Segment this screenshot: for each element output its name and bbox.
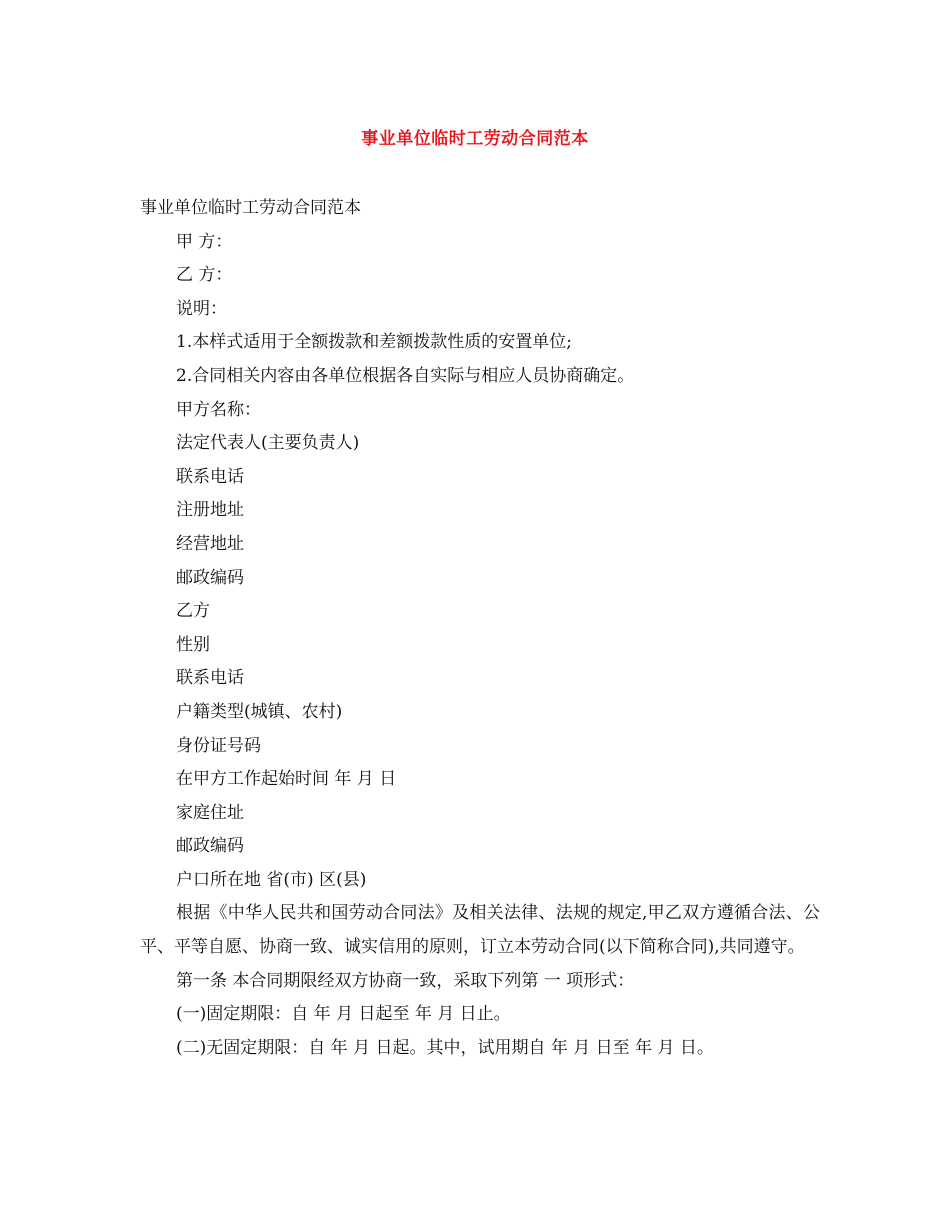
fixed-term-line: (一)固定期限：自 年 月 日起至 年 月 日止。 — [176, 1004, 511, 1025]
body-heading: 事业单位临时工劳动合同范本 — [140, 198, 361, 218]
open-term-line: (二)无固定期限：自 年 月 日起。其中，试用期自 年 月 日至 年 月 日。 — [176, 1037, 714, 1058]
party-b-phone-field: 联系电话 — [176, 668, 244, 689]
article-1-line: 第一条 本合同期限经双方协商一致，采取下列第 一 项形式： — [176, 970, 635, 991]
document-body — [140, 192, 820, 1065]
note-item-2: 2.合同相关内容由各单位根据各自实际与相应人员协商确定。 — [176, 365, 635, 386]
party-a-line: 甲 方： — [176, 231, 233, 252]
legal-representative-field: 法定代表人(主要负责人) — [176, 433, 360, 454]
party-a-postcode-field: 邮政编码 — [176, 567, 244, 588]
business-address-field: 经营地址 — [176, 533, 244, 554]
work-start-date-field: 在甲方工作起始时间 年 月 日 — [176, 769, 397, 790]
registered-address-field: 注册地址 — [176, 500, 244, 521]
party-b-heading: 乙方 — [176, 601, 210, 622]
note-heading: 说明： — [176, 298, 227, 319]
party-b-line: 乙 方： — [176, 265, 233, 286]
document-title: 事业单位临时工劳动合同范本 — [361, 129, 589, 149]
party-a-phone-field: 联系电话 — [176, 466, 244, 487]
household-location-field: 户口所在地 省(市) 区(县) — [176, 869, 367, 890]
id-number-field: 身份证号码 — [176, 735, 261, 756]
household-type-field: 户籍类型(城镇、农村) — [176, 701, 343, 722]
party-b-postcode-field: 邮政编码 — [176, 836, 244, 857]
party-a-name-field: 甲方名称： — [176, 399, 261, 420]
gender-field: 性别 — [176, 634, 210, 655]
note-item-1: 1.本样式适用于全额拨款和差额拨款性质的安置单位; — [176, 332, 572, 353]
home-address-field: 家庭住址 — [176, 802, 244, 823]
preamble-paragraph: 根据《中华人民共和国劳动合同法》及相关法律、法规的规定,甲乙双方遵循合法、公平、平等自愿、协商一致、诚实信用的原则，订立本劳动合同(以下简称合同),共同遵守。 — [140, 903, 820, 958]
